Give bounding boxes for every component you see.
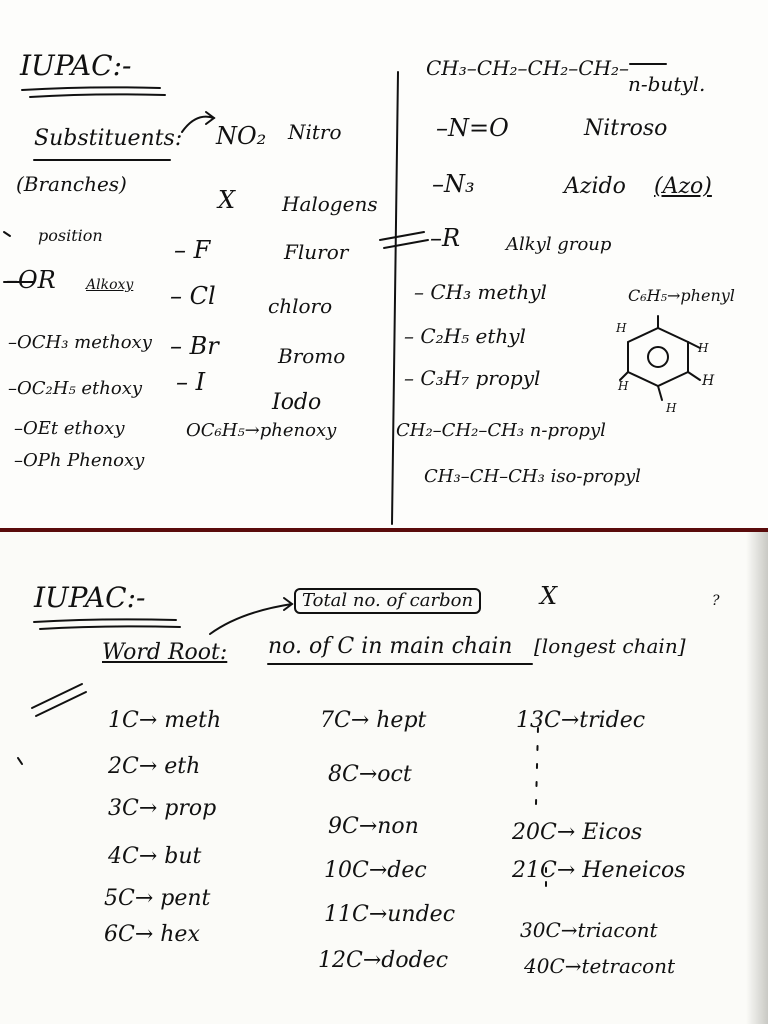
ring-h-bottom-left: H — [618, 379, 629, 393]
marker-line-2 — [384, 240, 428, 248]
alkyl-formula: –R — [430, 224, 461, 252]
root-10c: 10C→dec — [324, 858, 427, 883]
root-6c: 6C→ hex — [104, 922, 200, 947]
benzene-circle — [648, 347, 668, 367]
marker-line-1 — [380, 232, 424, 240]
chloro-formula: – Cl — [170, 282, 216, 310]
azido-formula: –N₃ — [432, 170, 475, 198]
methoxy-label: –OCH₃ methoxy — [8, 332, 152, 353]
nitroso-name: Nitroso — [584, 116, 668, 141]
phenoxy-formula: OC₆H₅→phenoxy — [186, 420, 337, 441]
ring-h-left: H — [616, 321, 627, 335]
benzene-ring — [628, 328, 688, 386]
margin-tick-2 — [18, 758, 22, 764]
question-mark: ? — [712, 593, 720, 609]
n-propyl-label: CH₂–CH₂–CH₃ n-propyl — [396, 420, 606, 441]
cross-mark: X — [540, 582, 558, 610]
nitro-formula: NO₂ — [216, 122, 267, 150]
halogens-name: Halogens — [282, 192, 378, 216]
iodo-formula: – I — [176, 368, 206, 396]
alkoxy-formula: –OR — [6, 266, 56, 294]
fluoro-formula: – F — [174, 236, 211, 264]
position-label: position — [38, 226, 103, 245]
propyl-label: – C₃H₇ propyl — [404, 366, 541, 390]
alkyl-name: Alkyl group — [506, 234, 612, 255]
nitro-name: Nitro — [288, 120, 342, 144]
iso-propyl-label: CH₃–CH–CH₃ iso-propyl — [424, 466, 641, 487]
title2-underline-2 — [40, 626, 180, 629]
root-11c: 11C→undec — [324, 902, 456, 927]
root-8c: 8C→oct — [328, 762, 412, 787]
root-13c: 13C→tridec — [516, 708, 646, 733]
slash-2 — [36, 692, 86, 716]
azido-name: Azido — [564, 174, 626, 199]
root-5c: 5C→ pent — [104, 886, 211, 911]
butyl-formula: CH₃–CH₂–CH₂–CH₂– — [426, 56, 630, 80]
fluoro-name: Fluror — [284, 240, 349, 264]
bromo-formula: – Br — [170, 332, 219, 360]
word-root-label: Word Root: — [102, 640, 228, 665]
column-divider — [392, 72, 398, 524]
title2-underline-1 — [34, 619, 176, 622]
board-edge-right — [746, 532, 768, 1024]
root-40c: 40C→tetracont — [524, 954, 676, 978]
oet-ethoxy-label: –OEt ethoxy — [14, 418, 125, 439]
ring-h-right-bottom: H — [702, 373, 715, 389]
arrow-to-box — [210, 604, 292, 634]
ring-bond-bottom — [658, 386, 662, 400]
iodo-name: Iodo — [272, 390, 322, 415]
title-underline-2 — [30, 94, 165, 97]
total-carbon-box: Total no. of carbon — [294, 588, 481, 614]
longest-chain-label: [longest chain] — [534, 634, 686, 658]
oph-phenoxy-label: –OPh Phenoxy — [14, 450, 145, 471]
arrow-to-nitro — [182, 117, 214, 132]
root-30c: 30C→triacont — [520, 918, 658, 942]
root-21c: 21C→ Heneicos — [512, 858, 686, 883]
ring-h-right-top: H — [698, 341, 709, 355]
alkoxy-name: Alkoxy — [86, 277, 134, 293]
whiteboard-bottom — [0, 532, 768, 1024]
root-7c: 7C→ hept — [320, 708, 427, 733]
margin-tick — [4, 232, 10, 236]
ring-bond-br — [688, 372, 700, 380]
azo-name: (Azo) — [654, 174, 712, 199]
ring-h-bottom: H — [666, 401, 677, 415]
nitroso-formula: –N=O — [436, 114, 509, 142]
branches-label: (Branches) — [16, 172, 127, 196]
title-underline-1 — [22, 87, 160, 90]
butyl-name: n-butyl. — [628, 72, 706, 96]
root-3c: 3C→ prop — [108, 796, 217, 821]
substituents-label: Substituents: — [34, 126, 183, 151]
root-9c: 9C→non — [328, 814, 419, 839]
root-4c: 4C→ but — [108, 844, 202, 869]
page-title: IUPAC:- — [20, 49, 132, 82]
arrow-head-nitro — [206, 112, 214, 124]
root-20c: 20C→ Eicos — [512, 820, 643, 845]
bromo-name: Bromo — [278, 344, 346, 368]
root-2c: 2C→ eth — [108, 754, 201, 779]
halogen-formula: X — [218, 186, 236, 214]
ethoxy-label: –OC₂H₅ ethoxy — [8, 378, 143, 399]
chloro-name: chloro — [268, 294, 333, 318]
main-chain-label: no. of C in main chain — [268, 634, 513, 659]
root-12c: 12C→dodec — [318, 948, 449, 973]
slash-1 — [32, 684, 82, 708]
dots-continuation-1 — [536, 728, 538, 804]
page-title-2: IUPAC:- — [34, 581, 146, 614]
ethyl-label: – C₂H₅ ethyl — [404, 324, 526, 348]
methyl-label: – CH₃ methyl — [414, 280, 547, 304]
root-1c: 1C→ meth — [108, 708, 222, 733]
phenyl-label: C₆H₅→phenyl — [628, 286, 735, 305]
